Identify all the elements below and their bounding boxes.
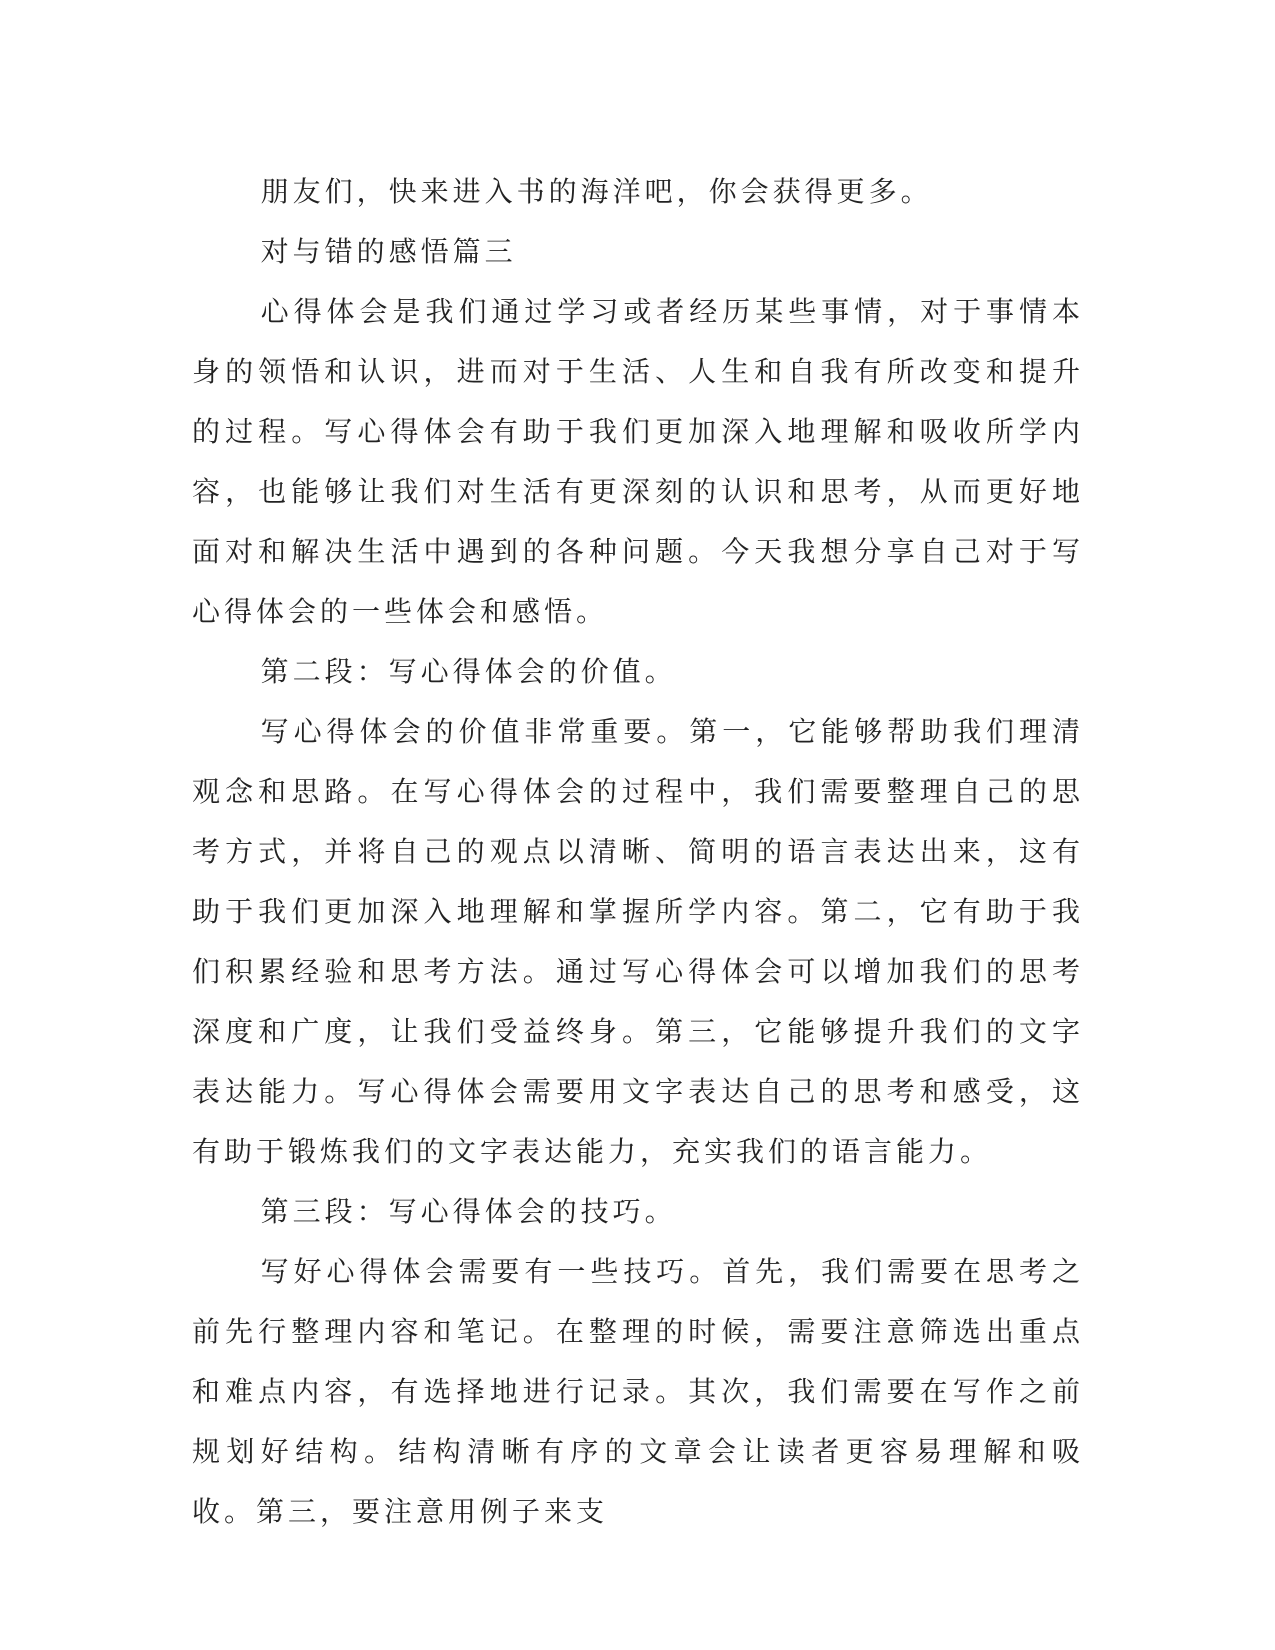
section-heading-2: 第二段：写心得体会的价值。 xyxy=(260,655,677,688)
paragraph-technique: 写好心得体会需要有一些技巧。首先，我们需要在思考之前先行整理内容和笔记。在整理的时候，需要注意筛选出重点和难点内容，有选择地进行记录。其次，我们需要在写作之前规划好结构。结构清晰有序的文章会让读者更容易理解和吸收。第三，要注意用例子来支 xyxy=(192,1255,1084,1528)
section-title: 对与错的感悟篇三 xyxy=(260,235,517,268)
section-heading-3: 第三段：写心得体会的技巧。 xyxy=(260,1195,677,1228)
paragraph-intro: 心得体会是我们通过学习或者经历某些事情，对于事情本身的领悟和认识，进而对于生活、人生和自我有所改变和提升的过程。写心得体会有助于我们更加深入地理解和吸收所学内容，也能够让我们对生活有更深刻的认识和思考，从而更好地面对和解决生活中遇到的各种问题。今天我想分享自己对于写心得体会的一些体会和感悟。 xyxy=(192,295,1084,628)
paragraph-value: 写心得体会的价值非常重要。第一，它能够帮助我们理清观念和思路。在写心得体会的过程中，我们需要整理自己的思考方式，并将自己的观点以清晰、简明的语言表达出来，这有助于我们更加深入地理解和掌握所学内容。第二，它有助于我们积累经验和思考方法。通过写心得体会可以增加我们的思考深度和广度，让我们受益终身。第三，它能够提升我们的文字表达能力。写心得体会需要用文字表达自己的思考和感受，这有助于锻炼我们的文字表达能力，充实我们的语言能力。 xyxy=(192,715,1084,1168)
document-body xyxy=(192,162,1084,1542)
paragraph-closing-line: 朋友们，快来进入书的海洋吧，你会获得更多。 xyxy=(260,175,933,208)
